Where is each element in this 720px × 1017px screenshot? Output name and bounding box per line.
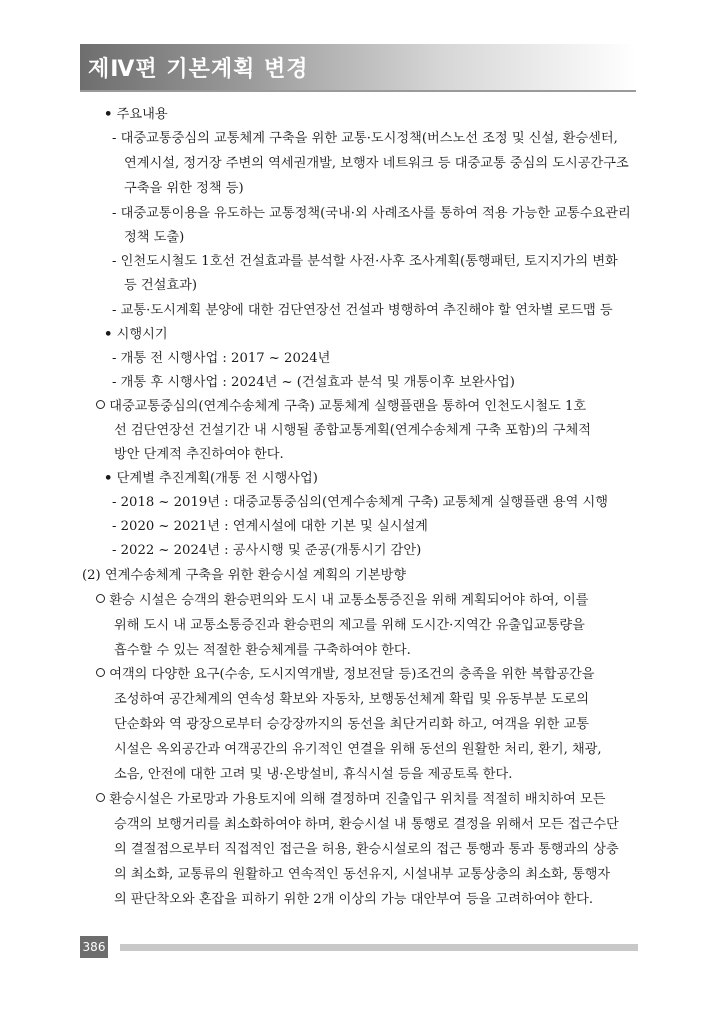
continuation-line: [114, 446, 284, 464]
line-text: 의 최소화, 교통류의 원활하고 연속적인 동선유지, 시설내부 교통상충의 최소화, 통행자: [114, 867, 611, 882]
continuation-line: [114, 422, 591, 440]
line-text: 시행시기: [116, 327, 168, 342]
dash-marker: -: [112, 131, 117, 146]
header-underline: [80, 90, 636, 92]
continuation-line: [114, 691, 589, 709]
line-text: 대중교통중심의 교통체계 구축을 위한 교통·도시정책(버스노선 조정 및 신설, 환승센터,: [120, 131, 618, 146]
chapter-header: [80, 44, 636, 92]
dash-item: [112, 302, 613, 320]
continuation-line: [114, 766, 512, 784]
line-text: 2018 ~ 2019년 : 대중교통중심의(연계수송체계 구축) 교통체계 실행플랜 용역 시행: [120, 495, 608, 510]
continuation-line: [124, 155, 629, 173]
dash-marker: -: [112, 543, 117, 558]
continuation-line: [124, 229, 184, 247]
line-text: 개통 후 시행사업 : 2024년 ~ (건설효과 분석 및 개통이후 보완사업): [120, 375, 515, 390]
header-title: 제Ⅳ편 기본계획 변경: [88, 57, 309, 82]
dash-item: [112, 130, 618, 148]
bullet-marker: •: [104, 327, 113, 342]
dash-item: [112, 253, 618, 271]
section-heading-text: (2) 연계수송체계 구축을 위한 환승시설 계획의 기본방향: [82, 568, 407, 583]
line-text: 의 판단착오와 혼잡을 피하기 위한 2개 이상의 가능 대안부여 등을 고려하여야 한다.: [114, 892, 594, 907]
page-number: 386: [80, 936, 108, 958]
line-text: 2020 ~ 2021년 : 연계시설에 대한 기본 및 실시설계: [120, 519, 428, 534]
line-text: 구축을 위한 정책 등): [124, 181, 244, 196]
line-text: 단순화와 역 광장으로부터 승강장까지의 동선을 최단거리화 하고, 여객을 위한 교통: [114, 717, 590, 732]
page-footer: [80, 936, 640, 960]
dash-marker: -: [112, 254, 117, 269]
dash-marker: -: [112, 303, 117, 318]
section-heading: [82, 567, 406, 585]
dash-item: [112, 542, 421, 560]
line-text: 대중교통이용을 유도하는 교통정책(국내·외 사례조사를 통하여 적용 가능한 교통수요관리: [120, 206, 631, 221]
bullet-heading: [104, 470, 318, 488]
circle-paragraph: [96, 398, 586, 416]
circle-bullet-icon: [96, 400, 105, 409]
circle-bullet-icon: [96, 594, 105, 603]
line-text: 개통 전 시행사업 : 2017 ~ 2024년: [120, 351, 331, 366]
circle-paragraph: [96, 791, 606, 809]
line-text: 환승시설은 가로망과 가용토지에 의해 결정하며 진출입구 위치를 적절히 배치하여 모든: [109, 792, 606, 807]
dash-marker: -: [112, 351, 117, 366]
line-text: 등 건설효과): [124, 278, 198, 293]
line-text: 단계별 추진계획(개통 전 시행사업): [116, 471, 318, 486]
continuation-line: [114, 617, 585, 635]
continuation-line: [114, 642, 411, 660]
bullet-marker: •: [104, 471, 113, 486]
footer-bar: [120, 944, 638, 951]
line-text: 흡수할 수 있는 적절한 환승체계를 구축하여야 한다.: [114, 643, 411, 658]
line-text: 위해 도시 내 교통소통증진과 환승편의 제고를 위해 도시간·지역간 유출입교통량을: [114, 618, 585, 633]
line-text: 방안 단계적 추진하여야 한다.: [114, 447, 284, 462]
line-text: 주요내용: [116, 107, 168, 122]
continuation-line: [124, 277, 197, 295]
bullet-marker: •: [104, 107, 113, 122]
dash-item: [112, 494, 608, 512]
line-text: 대중교통중심의(연계수송체계 구축) 교통체계 실행플랜을 통하여 인천도시철도 1호: [109, 399, 587, 414]
line-text: 소음, 안전에 대한 고려 및 냉·온방설비, 휴식시설 등을 제공토록 한다.: [114, 767, 513, 782]
dash-item: [112, 205, 631, 223]
circle-paragraph: [96, 592, 588, 610]
continuation-line: [114, 816, 619, 834]
line-text: 연계시설, 정거장 주변의 역세권개발, 보행자 네트워크 등 대중교통 중심의 도시공간구조: [124, 156, 629, 171]
dash-item: [112, 350, 330, 368]
line-text: 교통·도시계획 분양에 대한 검단연장선 건설과 병행하여 추진해야 할 연차별 로드맵 등: [120, 303, 613, 318]
line-text: 조성하여 공간체계의 연속성 확보와 자동차, 보행동선체계 확립 및 유동부분 도로의: [114, 692, 590, 707]
circle-bullet-icon: [96, 793, 105, 802]
line-text: 환승 시설은 승객의 환승편의와 도시 내 교통소통증진을 위해 계획되어야 하여, 이를: [109, 593, 589, 608]
dash-marker: -: [112, 375, 117, 390]
line-text: 시설은 옥외공간과 여객공간의 유기적인 연결을 위해 동선의 원활한 처리, 환기, 채광,: [114, 742, 602, 757]
dash-item: [112, 518, 428, 536]
dash-marker: -: [112, 206, 117, 221]
line-text: 의 결절점으로부터 직접적인 접근을 허용, 환승시설로의 접근 통행과 통과 통행과의 상충: [114, 842, 619, 857]
dash-item: [112, 374, 515, 392]
dash-marker: -: [112, 495, 117, 510]
line-text: 정책 도출): [124, 230, 185, 245]
continuation-line: [114, 866, 610, 884]
line-text: 여객의 다양한 요구(수송, 도시지역개발, 정보전달 등)조건의 충족을 위한 복합공간을: [109, 667, 595, 682]
continuation-line: [114, 741, 602, 759]
dash-marker: -: [112, 519, 117, 534]
continuation-line: [114, 716, 589, 734]
line-text: 선 검단연장선 건설기간 내 시행될 종합교통계획(연계수송체계 구축 포함)의 구체적: [114, 423, 591, 438]
continuation-line: [124, 180, 244, 198]
bullet-heading: [104, 326, 168, 344]
circle-paragraph: [96, 666, 595, 684]
continuation-line: [114, 841, 619, 859]
line-text: 2022 ~ 2024년 : 공사시행 및 준공(개통시기 감안): [120, 543, 422, 558]
continuation-line: [114, 891, 593, 909]
line-text: 인천도시철도 1호선 건설효과를 분석할 사전·사후 조사계획(통행패턴, 토지지가의 변화: [120, 254, 618, 269]
bullet-heading: [104, 106, 168, 124]
line-text: 승객의 보행거리를 최소화하여야 하며, 환승시설 내 통행로 결정을 위해서 모든 접근수단: [114, 817, 619, 832]
circle-bullet-icon: [96, 668, 105, 677]
